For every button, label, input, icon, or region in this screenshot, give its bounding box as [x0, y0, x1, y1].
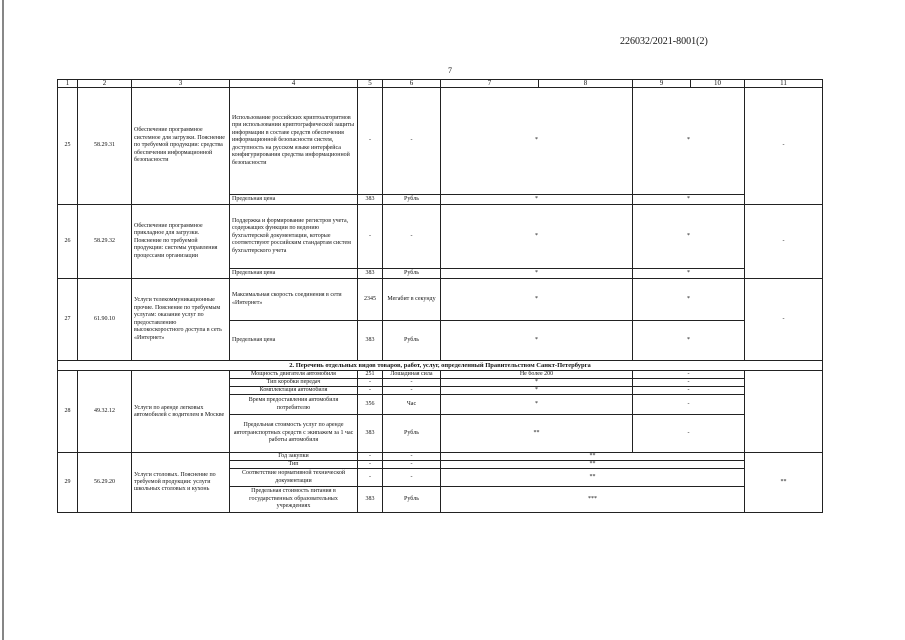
- unit-name: Рубль: [383, 269, 441, 279]
- value-cell: *: [633, 195, 745, 205]
- value-cell: *: [441, 387, 633, 395]
- unit-name: Мегабит в секунду: [383, 279, 441, 321]
- value-cell: -: [633, 415, 745, 453]
- header-cell: 11: [745, 80, 823, 88]
- unit-name: Лошадиная сила: [383, 371, 441, 379]
- unit-code: 383: [358, 415, 383, 453]
- table-row: [58, 453, 823, 461]
- unit-name: Рубль: [383, 415, 441, 453]
- row-number: 25: [58, 88, 78, 205]
- section-row: [58, 361, 823, 371]
- item-name: Обеспечение программное прикладное для загрузки. Пояснение по требуемой продукции: системы управления процессами организации: [132, 205, 230, 279]
- unit-code: 2345: [358, 279, 383, 321]
- value-cell: **: [441, 453, 745, 461]
- row-number: 28: [58, 371, 78, 453]
- row-number: 27: [58, 279, 78, 361]
- unit-name: -: [383, 205, 441, 269]
- value-cell: -: [633, 379, 745, 387]
- unit-name: -: [383, 387, 441, 395]
- unit-code: 383: [358, 487, 383, 513]
- item-name: Услуги телекоммуникационные прочие. Пояснение по требуемым услугам: оказание услуг по предоставлению высокоскоростного доступа в сеть «Интернет»: [132, 279, 230, 361]
- characteristic: Предельная цена: [230, 269, 358, 279]
- unit-name: Рубль: [383, 195, 441, 205]
- characteristic: Соответствие нормативной технической документации: [230, 469, 358, 487]
- okpd-code: 58.29.32: [78, 205, 132, 279]
- value-cell: *: [633, 88, 745, 195]
- value-cell: Не более 200: [441, 371, 633, 379]
- item-name: Услуги столовых. Пояснение по требуемой продукции: услуги школьных столовых и кухонь: [132, 453, 230, 513]
- value-cell: *: [633, 321, 745, 361]
- unit-name: -: [383, 379, 441, 387]
- page-number: 7: [448, 66, 452, 75]
- document-number: 226032/2021-8001(2): [620, 36, 708, 47]
- okpd-code: 61.90.10: [78, 279, 132, 361]
- header-cell: 7: [441, 80, 539, 88]
- unit-code: 383: [358, 269, 383, 279]
- value-cell: -: [745, 279, 823, 361]
- okpd-code: 58.29.31: [78, 88, 132, 205]
- table-row: [58, 371, 823, 379]
- characteristic: Предельная стоимость услуг по аренде автотранспортных средств с экипажем за 1 час работы автомобиля: [230, 415, 358, 453]
- unit-code: -: [358, 453, 383, 461]
- row-number: 26: [58, 205, 78, 279]
- header-cell: 1: [58, 80, 78, 88]
- okpd-code: 49.32.12: [78, 371, 132, 453]
- unit-name: Час: [383, 395, 441, 415]
- value-cell: *: [441, 269, 633, 279]
- unit-code: 383: [358, 321, 383, 361]
- unit-code: -: [358, 469, 383, 487]
- characteristic: Тип: [230, 461, 358, 469]
- header-cell: 4: [230, 80, 358, 88]
- value-cell: *: [633, 269, 745, 279]
- unit-code: -: [358, 379, 383, 387]
- section-title: 2. Перечень отдельных видов товаров, работ, услуг, определенный Правительством Санкт-Петербурга: [58, 361, 823, 371]
- unit-name: -: [383, 88, 441, 195]
- value-cell: -: [745, 205, 823, 279]
- table-row: [58, 205, 823, 269]
- header-cell: 9: [633, 80, 691, 88]
- header-cell: 6: [383, 80, 441, 88]
- unit-code: -: [358, 387, 383, 395]
- characteristic: Комплектация автомобиля: [230, 387, 358, 395]
- unit-code: 356: [358, 395, 383, 415]
- unit-name: -: [383, 469, 441, 487]
- unit-name: Рубль: [383, 321, 441, 361]
- okpd-code: 56.29.20: [78, 453, 132, 513]
- table-row: [58, 88, 823, 195]
- header-cell: 8: [539, 80, 633, 88]
- value-cell: -: [633, 395, 745, 415]
- empty-cell: [745, 371, 823, 453]
- value-cell: **: [441, 469, 745, 487]
- item-name: Услуги по аренде легковых автомобилей с водителем в Москве: [132, 371, 230, 453]
- unit-code: 251: [358, 371, 383, 379]
- characteristic: Предельная цена: [230, 321, 358, 361]
- characteristic: Мощность двигателя автомобиля: [230, 371, 358, 379]
- unit-code: -: [358, 88, 383, 195]
- value-cell: -: [745, 88, 823, 205]
- characteristic: Поддержка и формирование регистров учета, содержащих функции по ведению бухгалтерской документации, которые соответствуют российским стандартам систем бухгалтерского учета: [230, 205, 358, 269]
- item-name: Обеспечение программное системное для загрузки. Пояснение по требуемой продукции: средства обеспечения информационной безопасности: [132, 88, 230, 205]
- unit-name: -: [383, 453, 441, 461]
- table-row: [58, 279, 823, 321]
- value-cell: *: [633, 279, 745, 321]
- unit-code: 383: [358, 195, 383, 205]
- header-cell: 5: [358, 80, 383, 88]
- header-row: [58, 80, 823, 88]
- value-cell: *: [441, 395, 633, 415]
- value-cell: **: [441, 461, 745, 469]
- unit-code: -: [358, 205, 383, 269]
- value-cell: -: [633, 371, 745, 379]
- scan-edge: [2, 0, 4, 640]
- unit-name: Рубль: [383, 487, 441, 513]
- characteristic: Время предоставления автомобиля потребителю: [230, 395, 358, 415]
- unit-name: -: [383, 461, 441, 469]
- header-cell: 2: [78, 80, 132, 88]
- value-cell: *: [441, 205, 633, 269]
- header-cell: 10: [691, 80, 745, 88]
- characteristic: Предельная стоимость питания в государственных образовательных учреждениях: [230, 487, 358, 513]
- characteristic: Предельная цена: [230, 195, 358, 205]
- goods-table: [57, 79, 823, 513]
- value-cell: *: [441, 321, 633, 361]
- value-cell: *: [441, 379, 633, 387]
- row-number: 29: [58, 453, 78, 513]
- characteristic: Год закупки: [230, 453, 358, 461]
- value-cell: *: [441, 195, 633, 205]
- value-cell: *: [441, 279, 633, 321]
- characteristic: Максимальная скорость соединения в сети «Интернет»: [230, 279, 358, 321]
- characteristic: Тип коробки передач: [230, 379, 358, 387]
- value-cell: *: [633, 205, 745, 269]
- value-cell: **: [745, 453, 823, 513]
- header-cell: 3: [132, 80, 230, 88]
- unit-code: -: [358, 461, 383, 469]
- value-cell: *: [441, 88, 633, 195]
- characteristic: Использование российских криптоалгоритмов при использовании криптографической защиты информации в составе средств обеспечения информационной безопасности систем, доступность на русском языке интерфейса конфигурирования средства информационной безопасности: [230, 88, 358, 195]
- value-cell: **: [441, 415, 633, 453]
- value-cell: ***: [441, 487, 745, 513]
- value-cell: -: [633, 387, 745, 395]
